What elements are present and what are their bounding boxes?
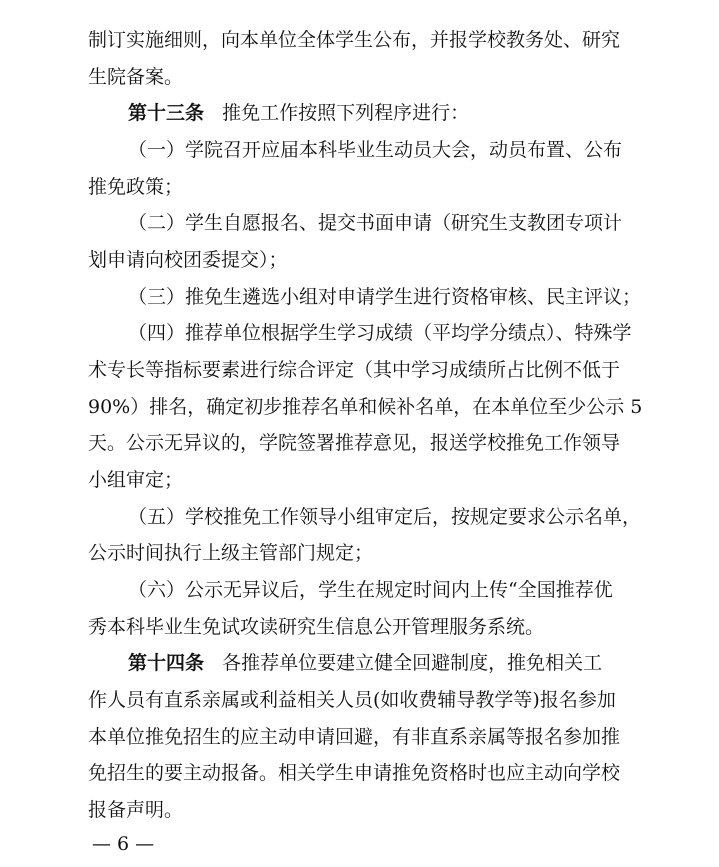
text-line: 小组审定；	[88, 469, 184, 491]
text-line: 本单位推免招生的应主动申请回避，有非直系亲属等报名参加推	[88, 726, 621, 748]
article-13-paragraph	[128, 101, 469, 125]
text-line: （二）学生自愿报名、提交书面申请（研究生支教团专项计	[128, 212, 623, 234]
text-line: 天。公示无异议的，学院签署推荐意见，报送学校推免工作领导	[88, 432, 621, 454]
text-line: 公示时间执行上级主管部门规定；	[88, 542, 374, 564]
text-line: 报备声明。	[88, 799, 184, 821]
text-line: 作人员有直系亲属或利益相关人员(如收费辅导教学等)报名参加	[88, 689, 616, 711]
article-14-paragraph	[128, 651, 602, 675]
text-line: 划申请向校团委提交）；	[88, 249, 288, 271]
text-line: 制订实施细则，向本单位全体学生公布，并报学校教务处、研究	[88, 29, 621, 51]
text-line: （五）学校推免工作领导小组审定后，按规定要求公示名单，	[128, 506, 642, 528]
article-14-heading: 第十四条	[128, 652, 205, 674]
article-13-text: 推免工作按照下列程序进行：	[222, 102, 470, 124]
text-line: 90%）排名，确定初步推荐名单和候补名单，在本单位至少公示 5	[88, 396, 643, 418]
text-line: 术专长等指标要素进行综合评定（其中学习成绩所占比例不低于	[88, 359, 621, 381]
text-line: （三）推免生遴选小组对申请学生进行资格审核、民主评议；	[128, 286, 642, 308]
text-line: （四）推荐单位根据学生学习成绩（平均学分绩点）、特殊学	[128, 322, 632, 344]
text-line: （一）学院召开应届本科毕业生动员大会，动员布置、公布	[128, 139, 623, 161]
article-14-text: 各推荐单位要建立健全回避制度，推免相关工	[222, 652, 603, 674]
text-line: 免招生的要主动报备。相关学生申请推免资格时也应主动向学校	[88, 762, 621, 784]
article-13-heading: 第十三条	[128, 102, 205, 124]
text-line: 生院备案。	[88, 66, 184, 88]
text-line: 秀本科毕业生免试攻读研究生信息公开管理服务系统。	[88, 616, 545, 638]
page-number: — 6 —	[92, 833, 155, 855]
text-line: 推免政策；	[88, 176, 184, 198]
text-line: （六）公示无异议后，学生在规定时间内上传“全国推荐优	[128, 579, 613, 601]
